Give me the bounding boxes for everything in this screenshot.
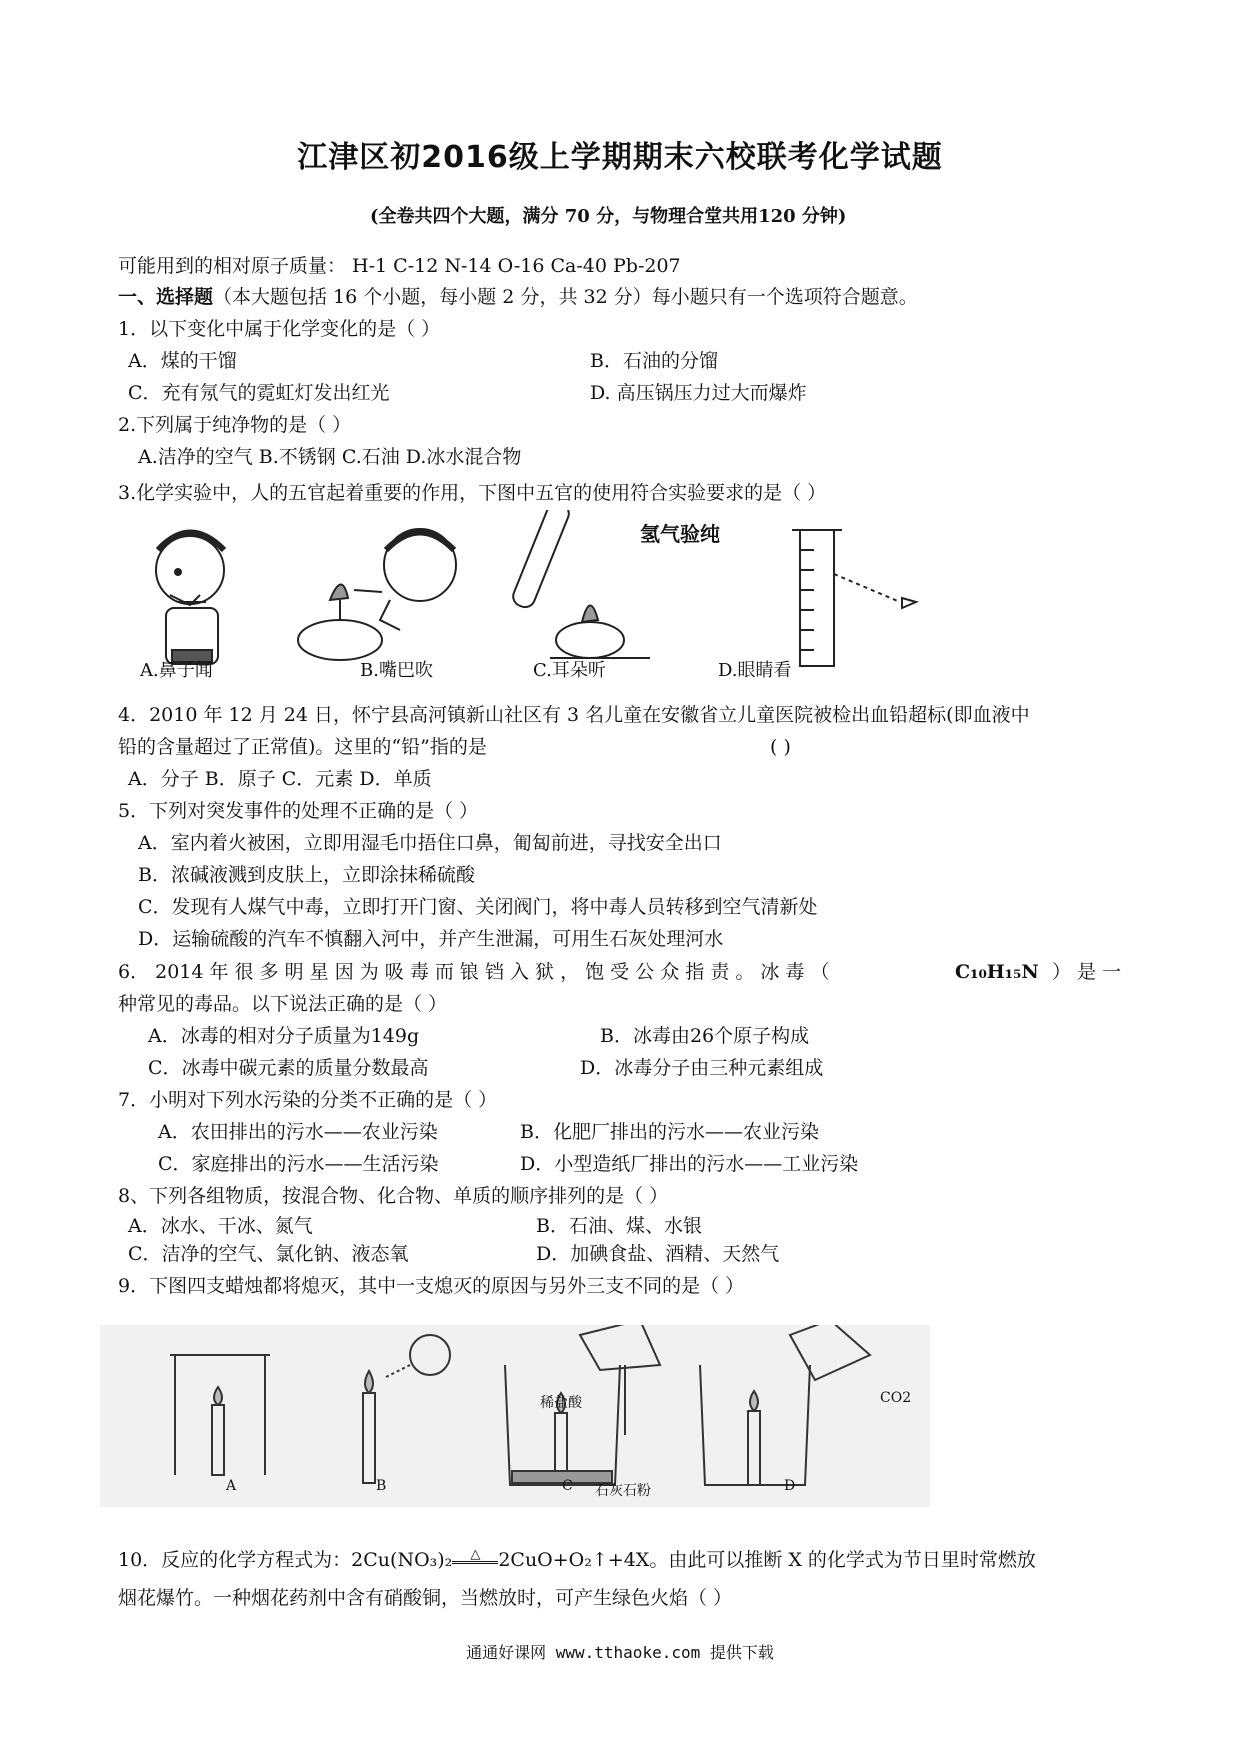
q4-line-2: 铅的含量超过了正常值)。这里的“铅”指的是 xyxy=(118,736,487,758)
q8-option-d: D．加碘食盐、酒精、天然气 xyxy=(536,1243,780,1265)
q5-stem: 5．下列对突发事件的处理不正确的是（ ） xyxy=(118,800,479,822)
hydrogen-test-label: 氢气验纯 xyxy=(640,522,720,546)
section-1-heading xyxy=(118,285,918,309)
q6-option-b: B．冰毒由26个原子构成 xyxy=(600,1025,810,1047)
q7-option-a: A．农田排出的污水——农业污染 xyxy=(158,1121,438,1143)
section-1-description: （本大题包括 16 个小题，每小题 2 分，共 32 分）每小题只有一个选项符合题意。 xyxy=(213,286,918,308)
q2-options: A.洁净的空气 B.不锈钢 C.石油 D.冰水混合物 xyxy=(138,446,522,468)
q1-option-a: A．煤的干馏 xyxy=(128,350,237,372)
limestone-label: 石灰石粉 xyxy=(595,1483,651,1499)
smell-figure xyxy=(156,533,224,665)
exam-info: (全卷共四个大题，满分 70 分，与物理合堂共用120 分钟) xyxy=(370,206,847,227)
candle-label-c: C xyxy=(562,1478,573,1494)
q4-options: A．分子 B．原子 C．元素 D．单质 xyxy=(128,768,432,790)
q7-option-d: D．小型造纸厂排出的污水——工业污染 xyxy=(520,1153,859,1175)
q4-line-1: 4．2010 年 12 月 24 日，怀宁县高河镇新山社区有 3 名儿童在安徽省立儿童医院被检出血铅超标(即血液中 xyxy=(118,704,1030,726)
q6-option-a: A．冰毒的相对分子质量为149g xyxy=(148,1025,420,1047)
q3-option-d: D.眼睛看 xyxy=(718,660,792,681)
q1-option-b: B．石油的分馏 xyxy=(590,350,718,372)
heating-symbol: △ xyxy=(452,1549,498,1564)
q3-option-b: B.嘴巴吹 xyxy=(360,660,433,681)
q8-option-b: B．石油、煤、水银 xyxy=(536,1215,702,1237)
q4-answer-paren: ( ) xyxy=(770,736,791,758)
q2-stem: 2.下列属于纯净物的是（ ） xyxy=(118,414,352,436)
q1-stem: 1．以下变化中属于化学变化的是（ ） xyxy=(118,318,441,340)
q5-option-b: B．浓碱液溅到皮肤上，立即涂抹稀硫酸 xyxy=(138,864,475,886)
listen-figure xyxy=(510,510,650,658)
q9-candles-figure xyxy=(100,1325,930,1507)
section-1-label: 一、选择题 xyxy=(118,286,214,308)
q6-line-1-end: ） 是 一 xyxy=(1052,961,1122,983)
q5-option-d: D．运输硫酸的汽车不慎翻入河中，并产生泄漏，可用生石灰处理河水 xyxy=(138,928,724,950)
candle-label-b: B xyxy=(376,1478,387,1494)
q3-stem: 3.化学实验中，人的五官起着重要的作用，下图中五官的使用符合实验要求的是（ ） xyxy=(118,482,827,504)
q3-senses-figure xyxy=(130,510,930,670)
q8-stem: 8、下列各组物质，按混合物、化合物、单质的顺序排列的是（ ） xyxy=(118,1185,669,1207)
q7-stem: 7．小明对下列水污染的分类不正确的是（ ） xyxy=(118,1089,498,1111)
q6-option-d: D．冰毒分子由三种元素组成 xyxy=(580,1057,824,1079)
co2-label: CO2 xyxy=(880,1390,912,1406)
q6-line-1: 6． 2014 年 很 多 明 星 因 为 吸 毒 而 锒 铛 入 狱 ， 饱 受 公 众 指 责 。 冰 毒 （ xyxy=(118,961,830,983)
q1-option-c: C．充有氖气的霓虹灯发出红光 xyxy=(128,382,390,404)
q5-option-c: C．发现有人煤气中毒，立即打开门窗、关闭阀门，将中毒人员转移到空气清新处 xyxy=(138,896,818,918)
q10-product: 2CuO+O₂↑+4X。由此可以推断 X 的化学式为节日里时常燃放 xyxy=(498,1549,1036,1571)
q3-option-c: C.耳朵听 xyxy=(533,660,606,681)
blow-figure xyxy=(298,529,456,660)
candle-label-a: A xyxy=(226,1478,237,1494)
footer-source: 通通好课网 www.tthaoke.com 提供下载 xyxy=(466,1643,774,1662)
page-title: 江津区初2016级上学期期末六校联考化学试题 xyxy=(297,140,943,175)
q10-line-1 xyxy=(118,1548,1036,1572)
q6-line-2: 种常见的毒品。以下说法正确的是（ ） xyxy=(118,993,448,1015)
q10-line-2: 烟花爆竹。一种烟花药剂中含有硝酸铜，当燃放时，可产生绿色火焰（ ） xyxy=(118,1587,733,1609)
q5-option-a: A．室内着火被困，立即用湿毛巾捂住口鼻，匍匐前进，寻找安全出口 xyxy=(138,832,722,854)
q7-option-c: C．家庭排出的污水——生活污染 xyxy=(158,1153,439,1175)
candle-label-d: D xyxy=(784,1478,796,1494)
q8-option-c: C．洁净的空气、氯化钠、液态氧 xyxy=(128,1243,409,1265)
q3-option-a: A.鼻子闻 xyxy=(140,660,213,681)
q7-option-b: B．化肥厂排出的污水——农业污染 xyxy=(520,1121,819,1143)
q1-option-d: D. 高压锅压力过大而爆炸 xyxy=(590,382,807,404)
q8-option-a: A．冰水、干冰、氮气 xyxy=(128,1215,313,1237)
q10-reactant: 10．反应的化学方程式为：2Cu(NO₃)₂ xyxy=(118,1549,453,1571)
q6-formula: C₁₀H₁₅N xyxy=(955,961,1039,983)
q6-option-c: C．冰毒中碳元素的质量分数最高 xyxy=(148,1057,429,1079)
acid-label: 稀盐酸 xyxy=(540,1395,582,1411)
look-figure xyxy=(792,530,916,666)
q9-stem: 9．下图四支蜡烛都将熄灭，其中一支熄灭的原因与另外三支不同的是（ ） xyxy=(118,1275,745,1297)
atomic-masses: 可能用到的相对原子质量： H-1 C-12 N-14 O-16 Ca-40 Pb-207 xyxy=(118,255,681,277)
